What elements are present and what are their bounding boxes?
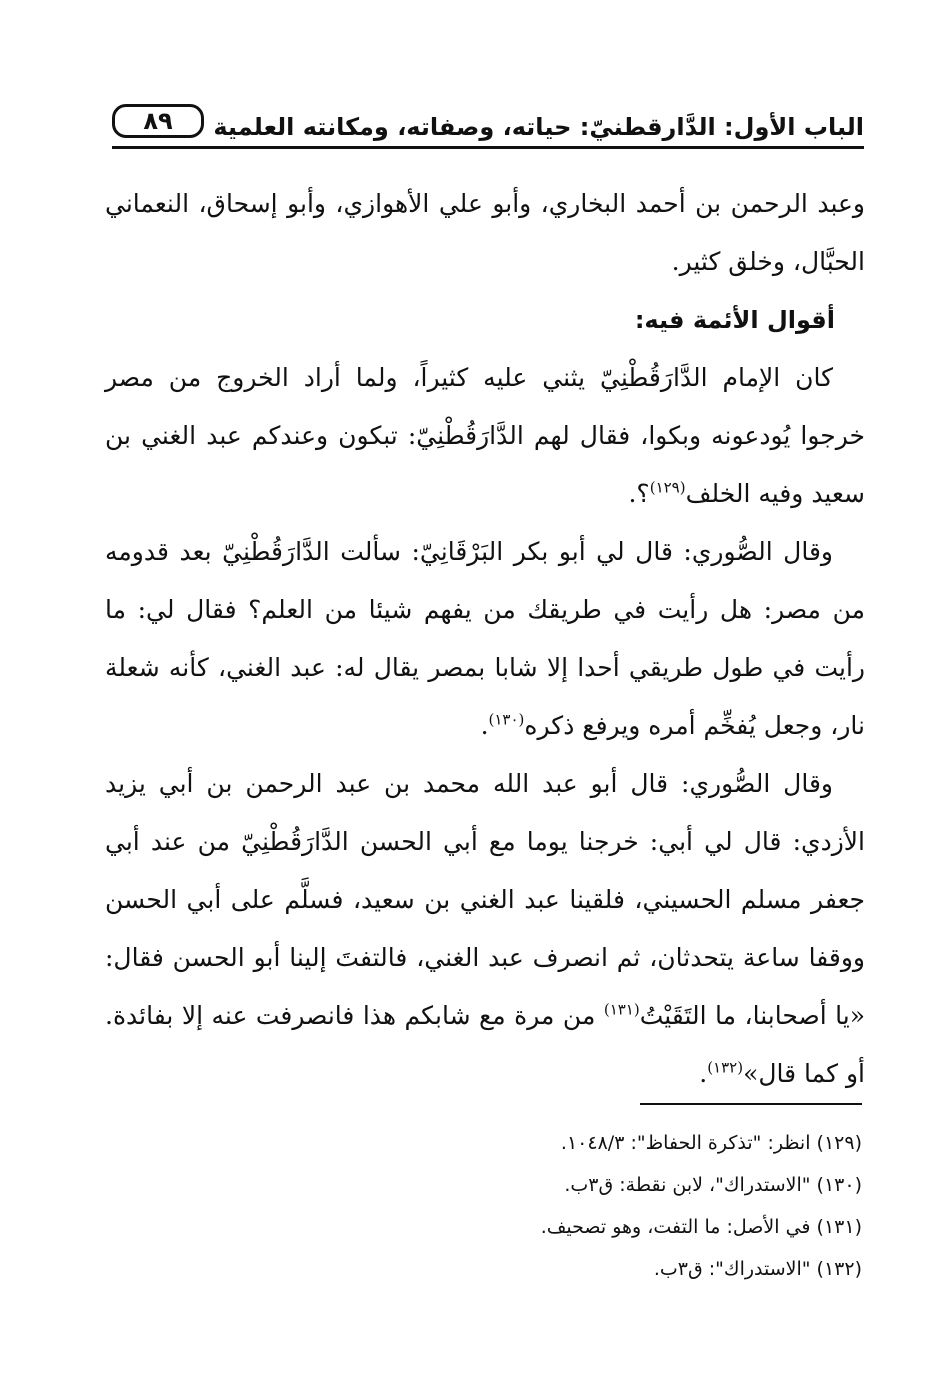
footnote-ref[interactable]: (١٢٩) [649, 478, 686, 497]
header-rule [112, 146, 864, 149]
text-run: وقال الصُّوري: قال أبو عبد الله محمد بن عبد الرحمن بن أبي يزيد الأزدي: قال لي أبي: خرجنا يوما مع أبي الحسن الدَّارَقُطْنِيّ من عند أبي جعفر مسلم الحسيني، فلقينا عبد الغني بن سعيد، فسلَّم على أبي الحسن ووقفا ساعة يتحدثان، ثم انصرف عبد الغني، فالتفتَ إلينا أبو الحسن فقال: «يا أصحابنا، ما التَقَيْتُ [105, 769, 865, 1030]
running-header [112, 102, 864, 152]
text-run: وقال الصُّوري: قال لي أبو بكر البَرْقَانِيّ: سألت الدَّارَقُطْنِيّ بعد قدومه من مصر: هل رأيت في طريقك من يفهم شيئا من العلم؟ فقال لي: ما رأيت في طول طريقي أحدا إلا شابا بمصر يقال له: عبد الغني، كأنه شعلة نار، وجعل يُفخِّم أمره ويرفع ذكره [105, 537, 865, 740]
footnote-separator [640, 1103, 862, 1105]
section-heading [105, 291, 865, 349]
text-run: ؟. [628, 479, 650, 508]
footnote: (١٣٠) "الاستدراك"، لابن نقطة: ق٣ب. [564, 1174, 862, 1196]
text-run: من مرة مع شابكم هذا فانصرفت عنه إلا بفائدة. أو كما قال» [105, 1001, 865, 1088]
paragraph [105, 755, 865, 1103]
paragraph [105, 523, 865, 755]
text-run: . [480, 711, 489, 740]
text-run: أقوال الأئمة فيه: [634, 306, 835, 334]
text-run: كان الإمام الدَّارَقُطْنِيّ يثني عليه كثيراً، ولما أراد الخروج من مصر خرجوا يُودعونه وبكوا، فقال لهم الدَّارَقُطْنِيّ: تبكون وعندكم عبد الغني بن سعيد وفيه الخلف [105, 363, 865, 508]
footnote-ref[interactable]: (١٣٠) [488, 710, 525, 729]
footnotes [105, 1122, 862, 1290]
footnote: (١٢٩) انظر: "تذكرة الحفاظ": ١٠٤٨/٣. [560, 1132, 862, 1154]
text-run: وعبد الرحمن بن أحمد البخاري، وأبو علي الأهوازي، وأبو إسحاق، النعماني الحبَّال، وخلق كثير. [105, 189, 865, 276]
paragraph [105, 175, 865, 291]
text-run: . [699, 1059, 708, 1088]
chapter-title: الباب الأول: الدَّارقطنيّ: حياته، وصفاته، ومكانته العلمية [213, 113, 864, 141]
body-text [105, 175, 865, 1103]
footnote-ref[interactable]: (١٣١) [603, 1000, 640, 1019]
footnote-ref[interactable]: (١٣٢) [707, 1058, 744, 1077]
footnote: (١٣٢) "الاستدراك": ق٣ب. [653, 1258, 862, 1280]
paragraph [105, 349, 865, 523]
page-number: ٨٩ [112, 104, 204, 138]
footnote: (١٣١) في الأصل: ما التفت، وهو تصحيف. [540, 1216, 862, 1238]
